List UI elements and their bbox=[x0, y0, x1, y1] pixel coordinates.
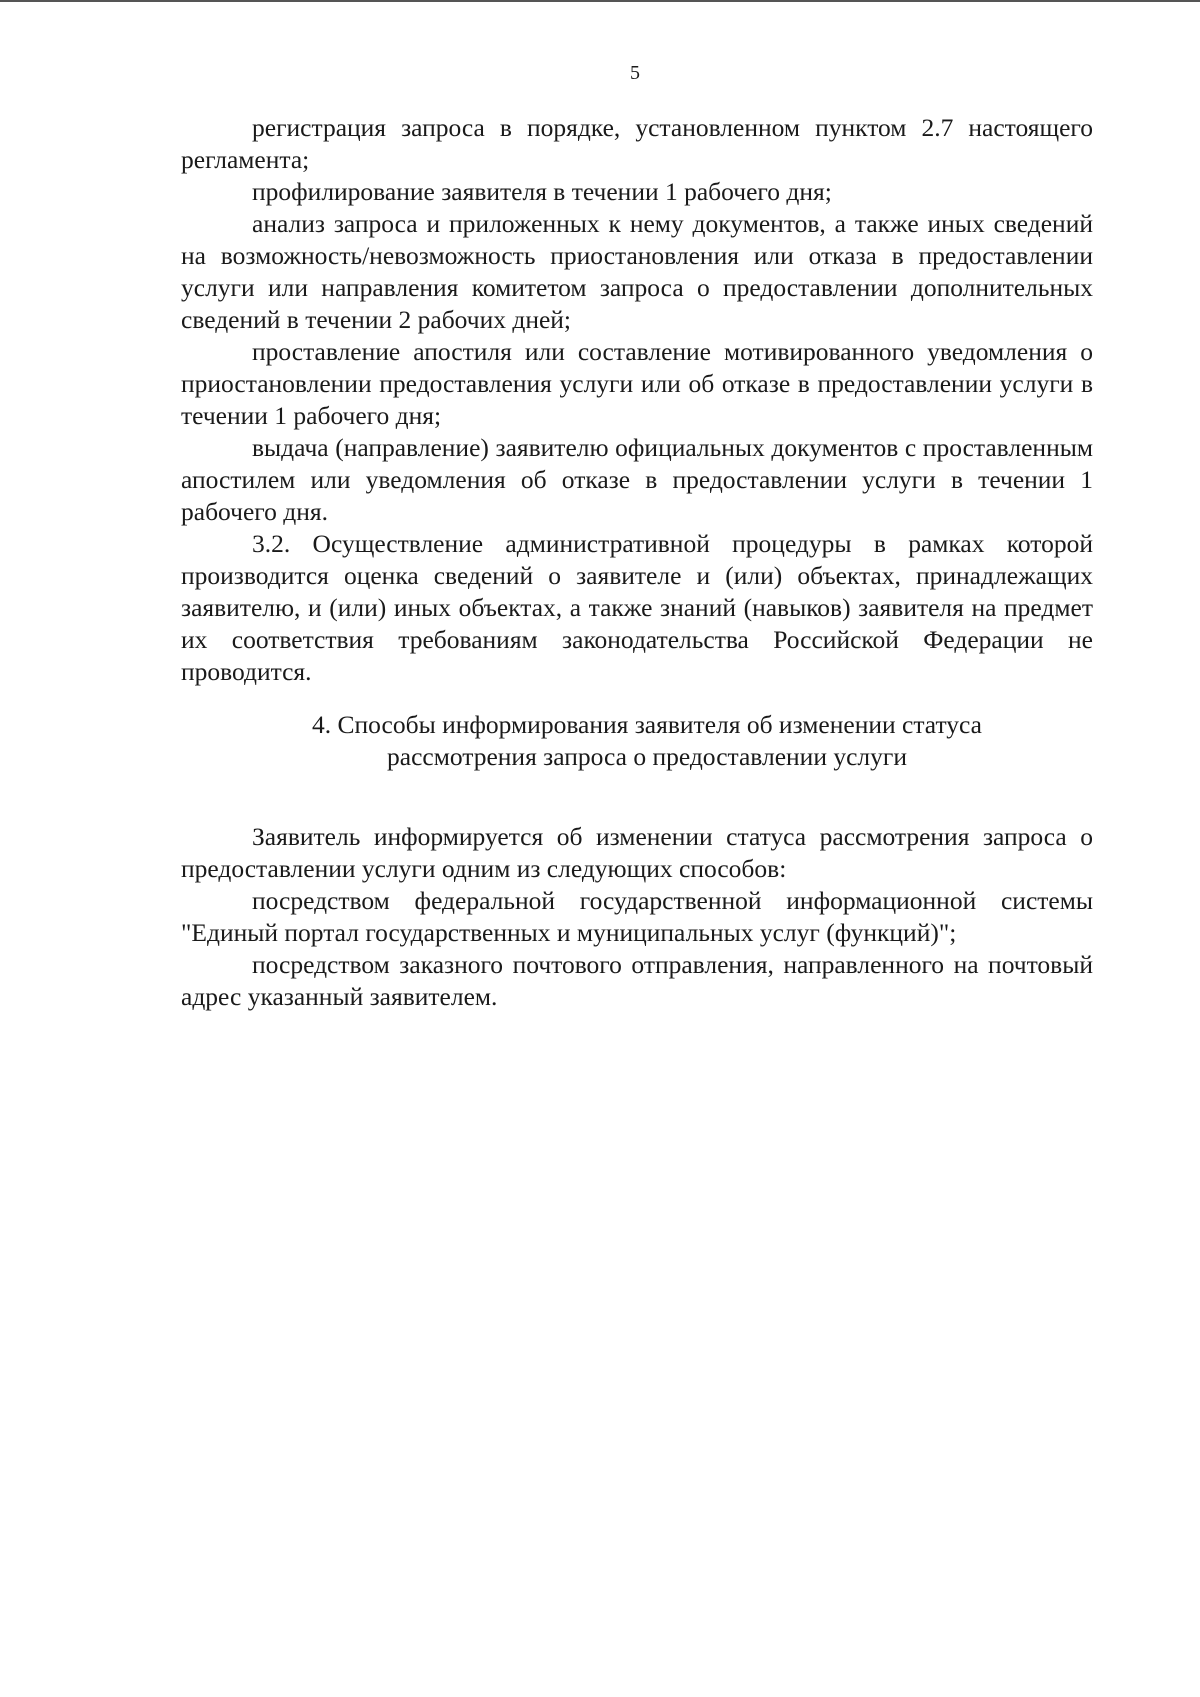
section-heading bbox=[181, 709, 1093, 773]
document-body bbox=[181, 112, 1093, 1013]
section-heading-line-2: рассмотрения запроса о предоставлении услуги bbox=[387, 742, 907, 771]
paragraph-postal: посредством заказного почтового отправления, направленного на почтовый адрес указанный заявителем. bbox=[181, 950, 1093, 1011]
section-heading-line-1: 4. Способы информирования заявителя об изменении статуса bbox=[312, 710, 982, 739]
paragraph-profiling: профилирование заявителя в течении 1 рабочего дня; bbox=[252, 177, 832, 206]
paragraph-issuance: выдача (направление) заявителю официальных документов с проставленным апостилем или уведомления об отказе в предоставлении услуги в течении 1 рабочего дня. bbox=[181, 433, 1093, 526]
paragraph-epgu: посредством федеральной государственной информационной системы "Единый портал государственных и муниципальных услуг (функций)"; bbox=[181, 886, 1093, 947]
top-border-rule bbox=[0, 0, 1200, 2]
paragraph-registration: регистрация запроса в порядке, установленном пунктом 2.7 настоящего регламента; bbox=[181, 113, 1093, 174]
paragraph-analysis: анализ запроса и приложенных к нему документов, а также иных сведений на возможность/невозможность приостановления или отказа в предоставлении услуги или направления комитетом запроса о предоставлении дополнительных сведений в течении 2 рабочих дней; bbox=[181, 209, 1093, 334]
paragraph-informing: Заявитель информируется об изменении статуса рассмотрения запроса о предоставлении услуги одним из следующих способов: bbox=[181, 822, 1093, 883]
paragraph-3-2: 3.2. Осуществление административной процедуры в рамках которой производится оценка сведений о заявителе и (или) объектах, принадлежащих заявителю, и (или) иных объектах, а также знаний (навыков) заявителя на предмет их соответствия требованиям законодательства Российской Федерации не проводится. bbox=[181, 529, 1093, 686]
paragraph-apostille: проставление апостиля или составление мотивированного уведомления о приостановлении предоставления услуги или об отказе в предоставлении услуги в течении 1 рабочего дня; bbox=[181, 337, 1093, 430]
page-number: 5 bbox=[630, 62, 640, 84]
